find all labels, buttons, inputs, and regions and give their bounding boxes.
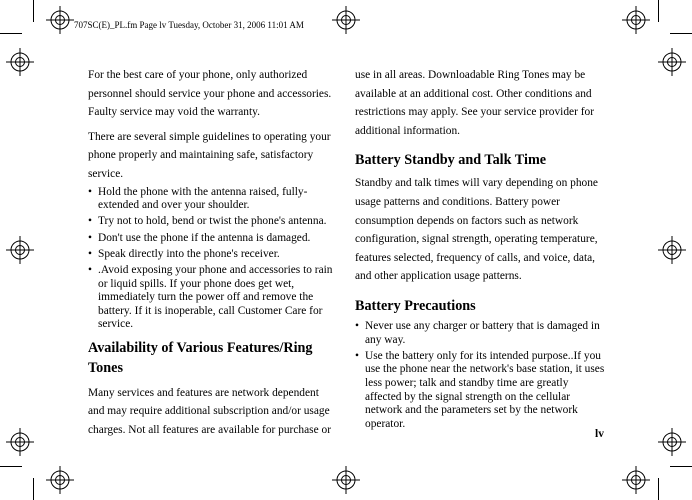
registration-mark xyxy=(658,48,686,76)
right-column xyxy=(355,66,605,434)
intro-paragraph: For the best care of your phone, only authorized personnel should service your phone and accessories. Faulty service may void the warranty. xyxy=(88,69,332,119)
section-heading-standby: Battery Standby and Talk Time xyxy=(355,152,547,169)
registration-mark xyxy=(46,6,74,34)
list-item: • Don't use the phone if the antenna is damaged. xyxy=(88,232,338,246)
features-paragraph-start: Many services and features are network dependent and may require additional subscription and/or usage charges. Not all features are available for purchase or xyxy=(88,386,331,437)
list-item: • Hold the phone with the antenna raised, fully-extended and over your shoulder. xyxy=(88,186,338,213)
registration-mark xyxy=(622,6,650,34)
registration-mark xyxy=(658,428,686,456)
list-item: • Use the battery only for its intended purpose..If you use the phone near the network's base station, it uses less power; talk and standby time are greatly affected by the signal strength on the cellular network and the parameters set by the network operator. xyxy=(355,350,605,432)
page-header-file-info: 707SC(E)_PL.fm Page lv Tuesday, October 31, 2006 11:01 AM xyxy=(74,20,304,30)
registration-mark xyxy=(46,466,74,494)
features-paragraph-end: use in all areas. Downloadable Ring Tones may be available at an additional cost. Other conditions and restrictions may apply. See your service provider for additional information. xyxy=(355,69,595,137)
registration-mark xyxy=(6,48,34,76)
guidelines-paragraph: There are several simple guidelines to operating your phone properly and maintaining safe, satisfactory service. xyxy=(88,130,331,180)
list-item: • Speak directly into the phone's receiver. xyxy=(88,248,338,262)
registration-mark xyxy=(622,466,650,494)
page-number: lv xyxy=(595,428,604,440)
list-item: • .Avoid exposing your phone and accessories to rain or liquid spills. If your phone does get wet, immediately turn the power off and remove the battery. If it is inoperable, call Customer Care for service. xyxy=(88,264,338,332)
registration-mark xyxy=(6,236,34,264)
list-item: • Never use any charger or battery that is damaged in any way. xyxy=(355,320,605,347)
registration-mark xyxy=(332,466,360,494)
guidelines-list xyxy=(88,186,338,332)
section-heading-features: Availability of Various Features/Ring Tones xyxy=(88,339,313,376)
registration-mark xyxy=(6,428,34,456)
precautions-list xyxy=(355,320,605,431)
list-item: • Try not to hold, bend or twist the phone's antenna. xyxy=(88,215,338,229)
registration-mark xyxy=(658,236,686,264)
standby-paragraph: Standby and talk times will vary depending on phone usage patterns and conditions. Battery power consumption depends on factors such as network configuration, signal strength, operating temperature, features selected, frequency of calls, and voice, data, and other application usage patterns. xyxy=(355,177,598,283)
left-column xyxy=(88,66,338,440)
section-heading-precautions: Battery Precautions xyxy=(355,297,476,314)
registration-mark xyxy=(332,6,360,34)
